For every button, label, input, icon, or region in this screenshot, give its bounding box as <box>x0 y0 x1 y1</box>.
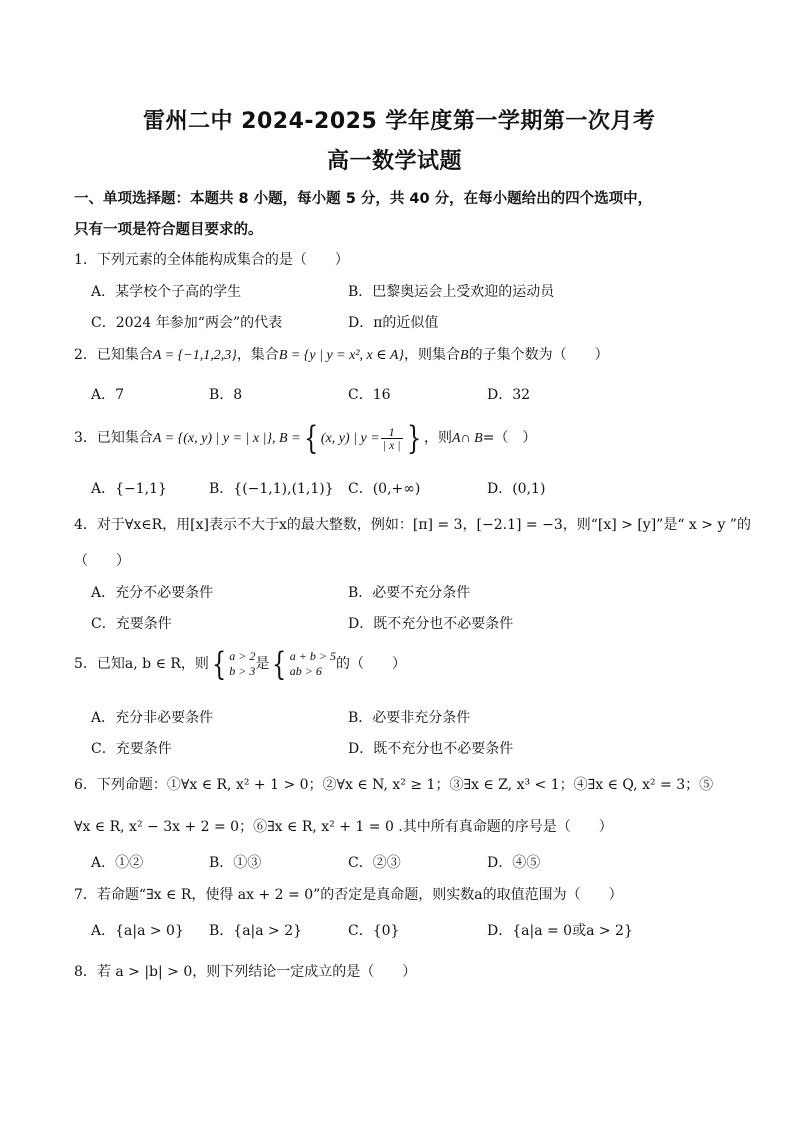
question-2-stem-post: ，则集合 <box>404 347 461 363</box>
question-7-option-b: B．{a|a > 2} <box>209 923 303 939</box>
question-2-stem-pre: 2．已知集合 <box>74 347 153 363</box>
question-1-option-c: C．2024 年参加“两会”的代表 <box>91 315 283 331</box>
question-6-option-b: B．①③ <box>209 855 262 871</box>
left-brace-icon: { <box>211 645 227 683</box>
question-2-stem-mid: ，集合 <box>236 347 279 363</box>
question-5-stem-pre: 5．已知a, b ∈ R，则 <box>74 656 209 672</box>
question-4-option-b: B．必要不充分条件 <box>348 585 471 601</box>
question-7-option-a: A．{a|a > 0} <box>91 923 184 939</box>
question-5-option-d: D．既不充分也不必要条件 <box>348 741 514 757</box>
question-3-stem-post: ，则 <box>423 430 452 446</box>
page-title: 雷州二中 2024-2025 学年度第一学期第一次月考 <box>143 109 656 134</box>
question-8-stem: 8．若 a > |b| > 0，则下列结论一定成立的是（ ） <box>74 964 417 980</box>
question-2-option-a: A．7 <box>91 387 125 403</box>
question-2-set-b: B = {y | y = x², x ∈ A} <box>278 348 405 363</box>
question-1-option-d: D．π的近似值 <box>348 315 439 331</box>
question-5-stem <box>74 645 406 683</box>
question-2-b-var: B <box>460 348 469 363</box>
question-3-set-a: A = {(x, y) | y = | x |}, B = <box>152 431 301 446</box>
question-6-option-d: D．④⑤ <box>487 855 541 871</box>
question-2-stem-end: 的子集个数为（ ） <box>468 347 609 363</box>
left-brace-icon: { <box>303 419 318 457</box>
question-5-system-1 <box>229 649 255 679</box>
question-4-option-c: C．充要条件 <box>91 616 172 632</box>
system-1-row-2: b > 3 <box>229 664 256 678</box>
question-3-expr: A∩ B <box>451 431 483 446</box>
question-3-option-b: B．{(−1,1),(1,1)} <box>209 481 334 497</box>
question-3-option-a: A．{−1,1} <box>91 481 167 497</box>
question-2-option-b: B．8 <box>209 387 243 403</box>
question-3-stem-pre: 3．已知集合 <box>74 430 153 446</box>
question-7-stem: 7．若命题“∃x ∈ R，使得 ax + 2 = 0”的否定是真命题，则实数a的取值范围为（ ） <box>74 887 623 903</box>
question-6-stem-line1: 6．下列命题：①∀x ∈ R, x² + 1 > 0；②∀x ∈ N, x² ≥ 1；③∃x ∈ Z, x³ < 1；④∃x ∈ Q, x² = 3；⑤ <box>74 777 714 793</box>
fraction-numerator: 1 <box>381 426 403 439</box>
question-3-option-d: D．(0,1) <box>487 481 546 497</box>
question-5-system-2 <box>290 649 336 679</box>
question-2-set-a: A = {−1,1,2,3} <box>152 348 237 363</box>
section-heading-line2: 只有一项是符合题目要求的。 <box>74 222 263 238</box>
system-2-row-1: a + b > 5 <box>289 649 336 663</box>
question-4-stem-line1: 4．对于∀x∈R，用[x]表示不大于x的最大整数，例如：[π] = 3，[−2.1] = −3，则“[x] > [y]”是“ x > y ”的 <box>74 517 751 533</box>
question-6-option-c: C．②③ <box>348 855 401 871</box>
question-3-fraction <box>381 426 403 451</box>
right-brace-icon: } <box>406 419 421 457</box>
question-1-option-b: B．巴黎奥运会上受欢迎的运动员 <box>348 284 555 300</box>
question-7-option-c: C．{0} <box>348 923 400 939</box>
question-1-option-a: A．某学校个子高的学生 <box>91 284 242 300</box>
question-4-option-d: D．既不充分也不必要条件 <box>348 616 514 632</box>
question-3-option-c: C．(0,+∞) <box>348 481 421 497</box>
question-2-stem <box>74 344 609 364</box>
question-5-stem-mid: 是 <box>255 656 270 672</box>
question-5-option-b: B．必要非充分条件 <box>348 710 471 726</box>
question-6-stem-line2: ∀x ∈ R, x² − 3x + 2 = 0；⑥∃x ∈ R, x² + 1 = 0 .其中所有真命题的序号是（ ） <box>74 819 613 835</box>
system-2-row-2: ab > 6 <box>289 664 322 678</box>
fraction-denominator: | x | <box>382 437 401 452</box>
question-3-stem-end: =（ ） <box>482 430 537 446</box>
question-1-stem: 1．下列元素的全体能构成集合的是（ ） <box>74 252 349 268</box>
question-5-stem-end: 的（ ） <box>335 656 406 672</box>
system-1-row-1: a > 2 <box>229 649 256 663</box>
question-2-option-c: C．16 <box>348 387 391 403</box>
question-4-stem-line2: （ ） <box>74 553 130 569</box>
question-3-set-b: (x, y) | y = <box>320 431 380 446</box>
question-6-option-a: A．①② <box>91 855 144 871</box>
section-heading-line1: 一、单项选择题：本题共 8 小题，每小题 5 分，共 40 分，在每小题给出的四个选项中， <box>74 191 653 207</box>
left-brace-icon: { <box>272 645 287 683</box>
question-5-option-a: A．充分非必要条件 <box>91 710 214 726</box>
question-2-option-d: D．32 <box>487 387 531 403</box>
question-3-stem <box>74 419 537 457</box>
question-7-option-d: D．{a|a = 0或a > 2} <box>487 923 633 939</box>
question-5-option-c: C．充要条件 <box>91 741 172 757</box>
page-subtitle: 高一数学试题 <box>327 149 463 174</box>
question-4-option-a: A．充分不必要条件 <box>91 585 214 601</box>
